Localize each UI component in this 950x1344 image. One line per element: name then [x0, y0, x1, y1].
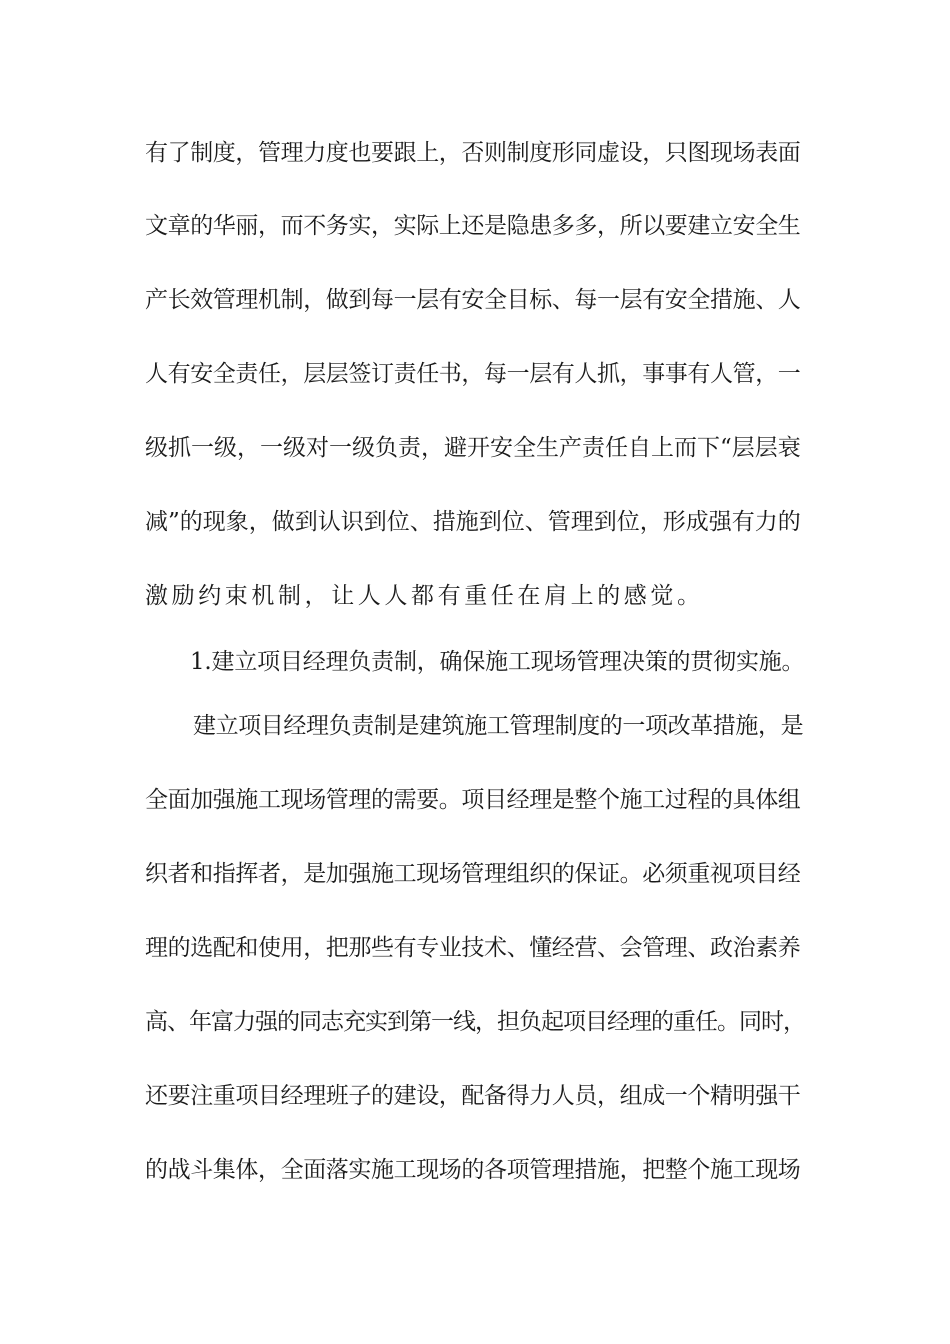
paragraph-line: 织者和指挥者，是加强施工现场管理组织的保证。必须重视项目经: [145, 861, 801, 887]
paragraph-line: 建立项目经理负责制是建筑施工管理制度的一项改革措施，是: [193, 713, 804, 739]
paragraph-line: 激励约束机制，让人人都有重任在肩上的感觉。: [145, 583, 704, 609]
paragraph-line: 级抓一级，一级对一级负责，避开安全生产责任自上而下“层层衰: [145, 435, 801, 461]
paragraph-line: 还要注重项目经理班子的建设，配备得力人员，组成一个精明强干: [145, 1083, 801, 1109]
paragraph-line: 人有安全责任，层层签订责任书，每一层有人抓，事事有人管，一: [145, 361, 801, 387]
paragraph-line: 文章的华丽，而不务实，实际上还是隐患多多，所以要建立安全生: [145, 213, 801, 239]
paragraph-line: 理的选配和使用，把那些有专业技术、懂经营、会管理、政治素养: [145, 935, 801, 961]
paragraph-line: 减”的现象，做到认识到位、措施到位、管理到位，形成强有力的: [145, 509, 801, 535]
section-heading: 1.建立项目经理负责制，确保施工现场管理决策的贯彻实施。: [190, 649, 805, 675]
paragraph-line: 的战斗集体，全面落实施工现场的各项管理措施，把整个施工现场: [145, 1157, 801, 1183]
paragraph-line: 全面加强施工现场管理的需要。项目经理是整个施工过程的具体组: [145, 787, 801, 813]
paragraph-line: 高、年富力强的同志充实到第一线，担负起项目经理的重任。同时，: [145, 1009, 805, 1035]
paragraph-line: 产长效管理机制，做到每一层有安全目标、每一层有安全措施、人: [145, 287, 801, 313]
paragraph-line: 有了制度，管理力度也要跟上，否则制度形同虚设，只图现场表面: [145, 140, 801, 166]
